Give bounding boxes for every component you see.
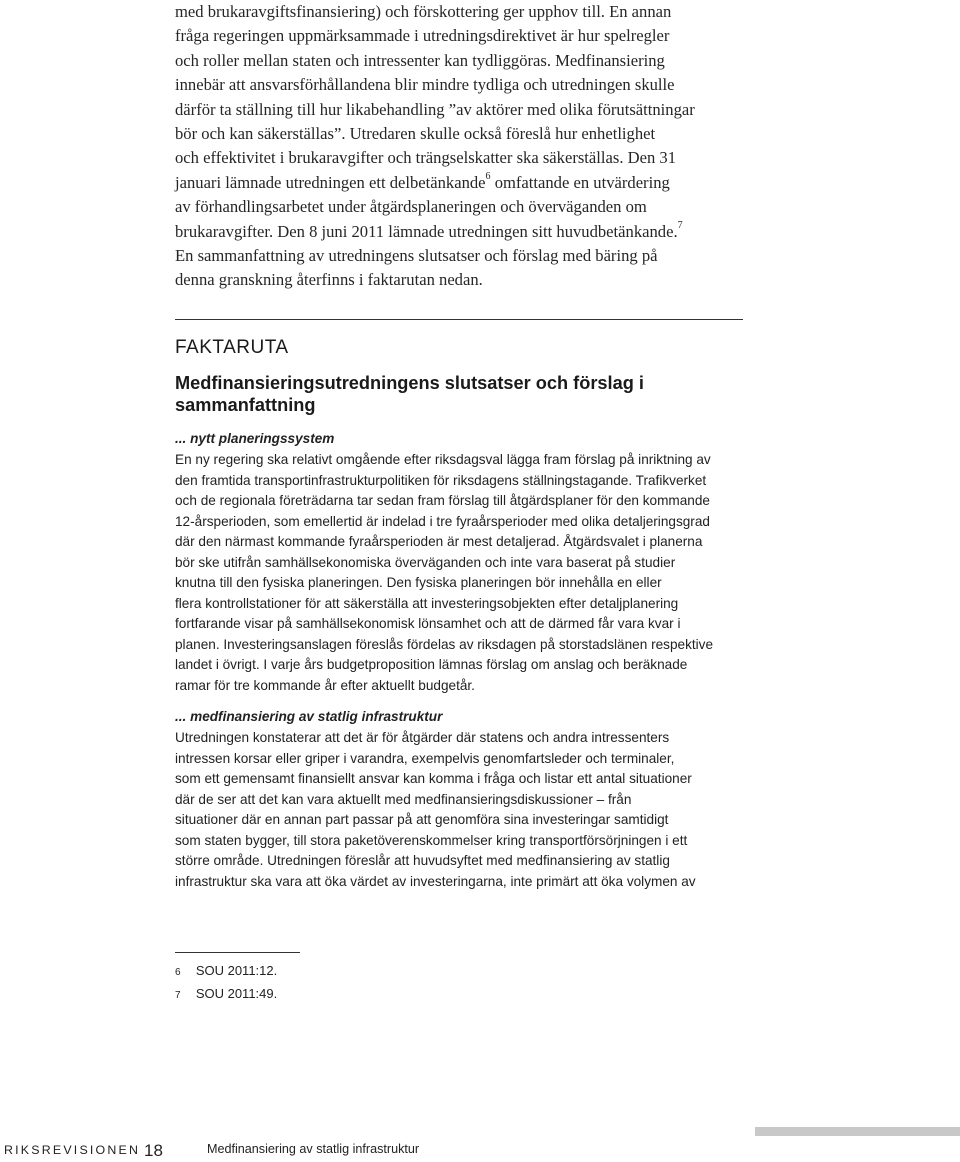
body-line: bör och kan säkerställas”. Utredaren skulle också föreslå hur enhetlighet [175,124,656,144]
section-line: knutna till den fysiska planeringen. Den fysiska planeringen bör innehålla en eller [175,575,662,590]
section-line: infrastruktur ska vara att öka värdet av investeringarna, inte primärt att öka volymen av [175,873,696,889]
section-heading-planning: ... nytt planeringssystem [175,431,335,446]
body-line [175,171,755,195]
section-line: ramar för tre kommande år efter aktuellt budgetår. [175,677,475,693]
footnote-6 [175,963,277,978]
section-line: bör ske utifrån samhällsekonomiska överväganden och inte vara baserat på studier [175,554,676,570]
section-body-cofinancing [175,728,745,892]
footnote-ref-7[interactable]: 7 [677,220,683,232]
section-line: intressen korsar eller griper i varandra, exempelvis genomfartsleder och terminaler, [175,750,675,766]
body-line: med brukaravgiftsfinansiering) och förskottering ger upphov till. En annan [175,2,672,21]
body-line: därför ta ställning till hur likabehandling ”av aktörer med olika förutsättningar [175,99,695,119]
section-line: landet i övrigt. I varje års budgetproposition lämnas förslag om anslag och beräknade [175,657,688,672]
footnote-ref-6[interactable]: 6 [485,171,491,183]
footnote-rule [175,952,300,953]
body-line-part: januari lämnade utredningen ett delbetänkande [175,172,486,192]
body-line: och effektivitet i brukaravgifter och trängselskatter ska säkerställas. Den 31 [175,148,677,168]
footer-page-number: 18 [144,1141,163,1160]
body-line-part: omfattande en utvärdering [494,172,670,192]
section-body-planning [175,450,745,696]
footer-gray-bar [755,1127,960,1136]
section-line: där de ser att det kan vara aktuellt med medfinansieringsdiskussioner – från [175,791,632,807]
footnote-number: 7 [175,990,181,1001]
footer-document-title: Medfinansiering av statlig infrastruktur [207,1142,420,1156]
section-line: som staten bygger, till stora paketöverenskommelser kring transportförsörjningen i ett [175,832,688,848]
footer-brand: RIKSREVISIONEN [4,1143,141,1157]
section-line: den framtida transportinfrastrukturpolitiken för riksdagens ställningstagande. Trafikverket [175,472,707,488]
footnote-number: 6 [175,967,181,978]
footnote-7 [175,986,277,1001]
body-line-part: brukaravgifter. Den 8 juni 2011 lämnade utredningen sitt huvudbetänkande. [175,221,678,241]
body-line: av förhandlingsarbetet under åtgärdsplaneringen och överväganden om [175,197,647,217]
factbox-label: FAKTARUTA [175,337,289,358]
section-line: flera kontrollstationer för att säkerställa att investeringsobjekten efter detaljplanering [175,595,679,611]
section-heading-cofinancing: ... medfinansiering av statlig infrastruktur [175,709,443,724]
footnote-text: SOU 2011:49. [195,986,278,1001]
factbox-title: Medfinansieringsutredningens slutsatser och förslag i sammanfattning [175,373,644,415]
body-line: och roller mellan staten och intressenter kan tydliggöras. Medfinansiering [175,50,665,70]
section-line: Utredningen konstaterar att det är för åtgärder där statens och andra intressenters [175,730,670,745]
section-line: och de regionala företrädarna tar sedan fram förslag till åtgärdsplaner för den kommande [175,493,710,508]
section-line: 12-årsperioden, som emellertid är indelad i tre fyraårsperioder med olika detaljeringsgrad [175,513,710,529]
body-line [175,220,755,244]
section-line: större område. Utredningen föreslår att huvudsyftet med medfinansiering av statlig [175,853,670,868]
section-line: fortfarande visar på samhällsekonomisk lönsamhet och att de därmed får vara kvar i [175,616,681,631]
body-line: denna granskning återfinns i faktarutan nedan. [175,270,483,290]
section-line: planen. Investeringsanslagen föreslås fördelas av riksdagen på storstadslänen respektive [175,636,714,652]
section-line: som ett gemensamt finansiellt ansvar kan komma i fråga och listar ett antal situationer [175,771,692,786]
body-line: En sammanfattning av utredningens slutsatser och förslag med bäring på [175,246,658,266]
footnote-text: SOU 2011:12. [195,963,278,978]
section-line: där den närmast kommande fyraårsperioden är mest detaljerad. Åtgärdsvalet i planerna [175,534,703,549]
body-paragraph [175,0,755,293]
body-line: fråga regeringen uppmärksammade i utredningsdirektivet är hur spelregler [175,26,670,46]
section-line: En ny regering ska relativt omgående efter riksdagsval lägga fram förslag på inriktning av [175,452,711,467]
factbox-top-rule [175,319,743,320]
section-line: situationer där en annan part passar på att genomföra sina investeringar samtidigt [175,812,669,827]
body-line: innebär att ansvarsförhållandena blir mindre tydliga och utredningen skulle [175,75,675,95]
